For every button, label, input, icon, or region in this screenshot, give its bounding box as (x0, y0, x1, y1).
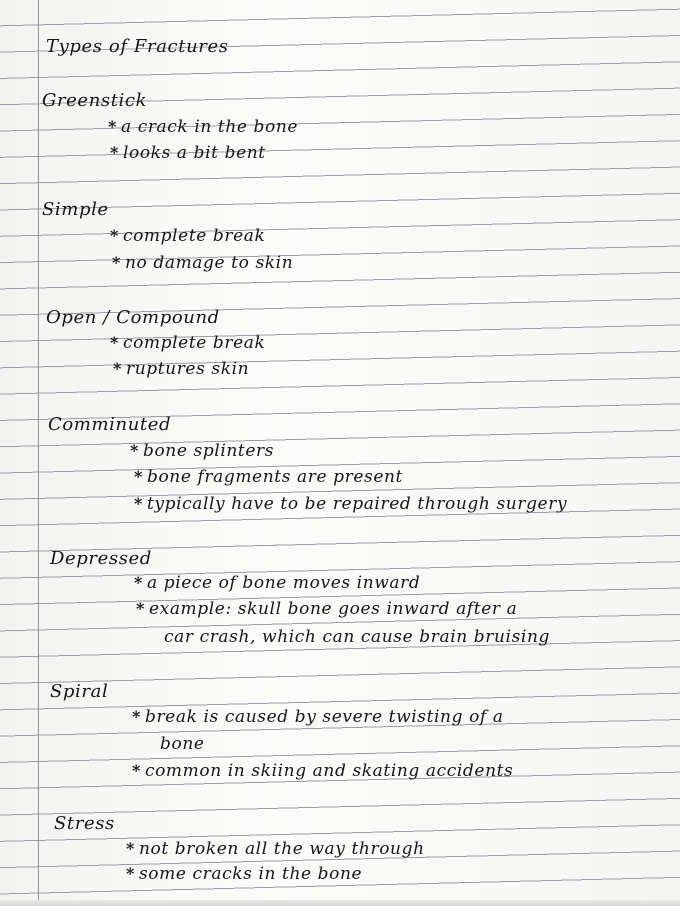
bullet-text: bone splinters (142, 441, 275, 461)
bullet-icon: * (134, 494, 143, 513)
bullet-icon: * (110, 143, 119, 162)
bullet-icon: * (110, 333, 119, 352)
bullet-text: some cracks in the bone (138, 864, 363, 884)
bullet-item (108, 119, 298, 136)
bullet-icon: * (108, 117, 117, 136)
heading-open-compound: Open / Compound (46, 307, 220, 328)
bullet-text: no damage to skin (124, 253, 294, 273)
bullet-continuation (164, 629, 550, 646)
bullet-item (130, 443, 274, 460)
bullet-text: bone (160, 734, 205, 754)
bullet-text: example: skull bone goes inward after a (148, 599, 518, 619)
bullet-item (126, 841, 425, 858)
bullet-icon: * (126, 839, 135, 858)
page-title: Types of Fractures (46, 36, 229, 57)
bullet-item (134, 496, 567, 513)
bullet-icon: * (126, 864, 135, 883)
heading-depressed: Depressed (50, 548, 152, 569)
bullet-icon: * (112, 253, 121, 272)
bullet-item (110, 335, 265, 352)
heading-simple: Simple (42, 199, 109, 220)
heading-spiral: Spiral (50, 681, 109, 702)
bullet-text: not broken all the way through (138, 839, 425, 859)
heading-stress: Stress (54, 813, 115, 834)
bullet-text: looks a bit bent (122, 143, 266, 163)
bullet-continuation (160, 736, 205, 753)
bullet-icon: * (113, 359, 122, 378)
bullet-item (134, 575, 420, 592)
margin-line (38, 0, 39, 906)
bullet-item (110, 228, 265, 245)
bullet-text: a piece of bone moves inward (146, 573, 421, 593)
bullet-icon: * (130, 441, 139, 460)
bullet-text: typically have to be repaired through surgery (146, 494, 568, 514)
heading-comminuted: Comminuted (48, 414, 172, 435)
bullet-text: complete break (122, 333, 266, 353)
bullet-icon: * (132, 707, 141, 726)
bullet-icon: * (132, 761, 141, 780)
bullet-icon: * (134, 573, 143, 592)
bullet-icon: * (136, 599, 145, 618)
bullet-text: common in skiing and skating accidents (144, 761, 514, 781)
bullet-text: a crack in the bone (120, 117, 299, 137)
bullet-item (132, 763, 513, 780)
bullet-text: car crash, which can cause brain bruising (164, 627, 550, 647)
bullet-item (126, 866, 362, 883)
bullet-item (136, 601, 517, 618)
bullet-text: bone fragments are present (146, 467, 403, 487)
bullet-item (113, 361, 249, 378)
bullet-text: complete break (122, 226, 266, 246)
bullet-item (134, 469, 403, 486)
bullet-text: ruptures skin (125, 359, 250, 379)
page-bottom-edge (0, 900, 680, 906)
bullet-item (110, 145, 266, 162)
bullet-icon: * (110, 226, 119, 245)
bullet-item (112, 255, 293, 272)
bullet-icon: * (134, 467, 143, 486)
bullet-item (132, 709, 504, 726)
bullet-text: break is caused by severe twisting of a (144, 707, 504, 727)
heading-greenstick: Greenstick (42, 90, 148, 111)
